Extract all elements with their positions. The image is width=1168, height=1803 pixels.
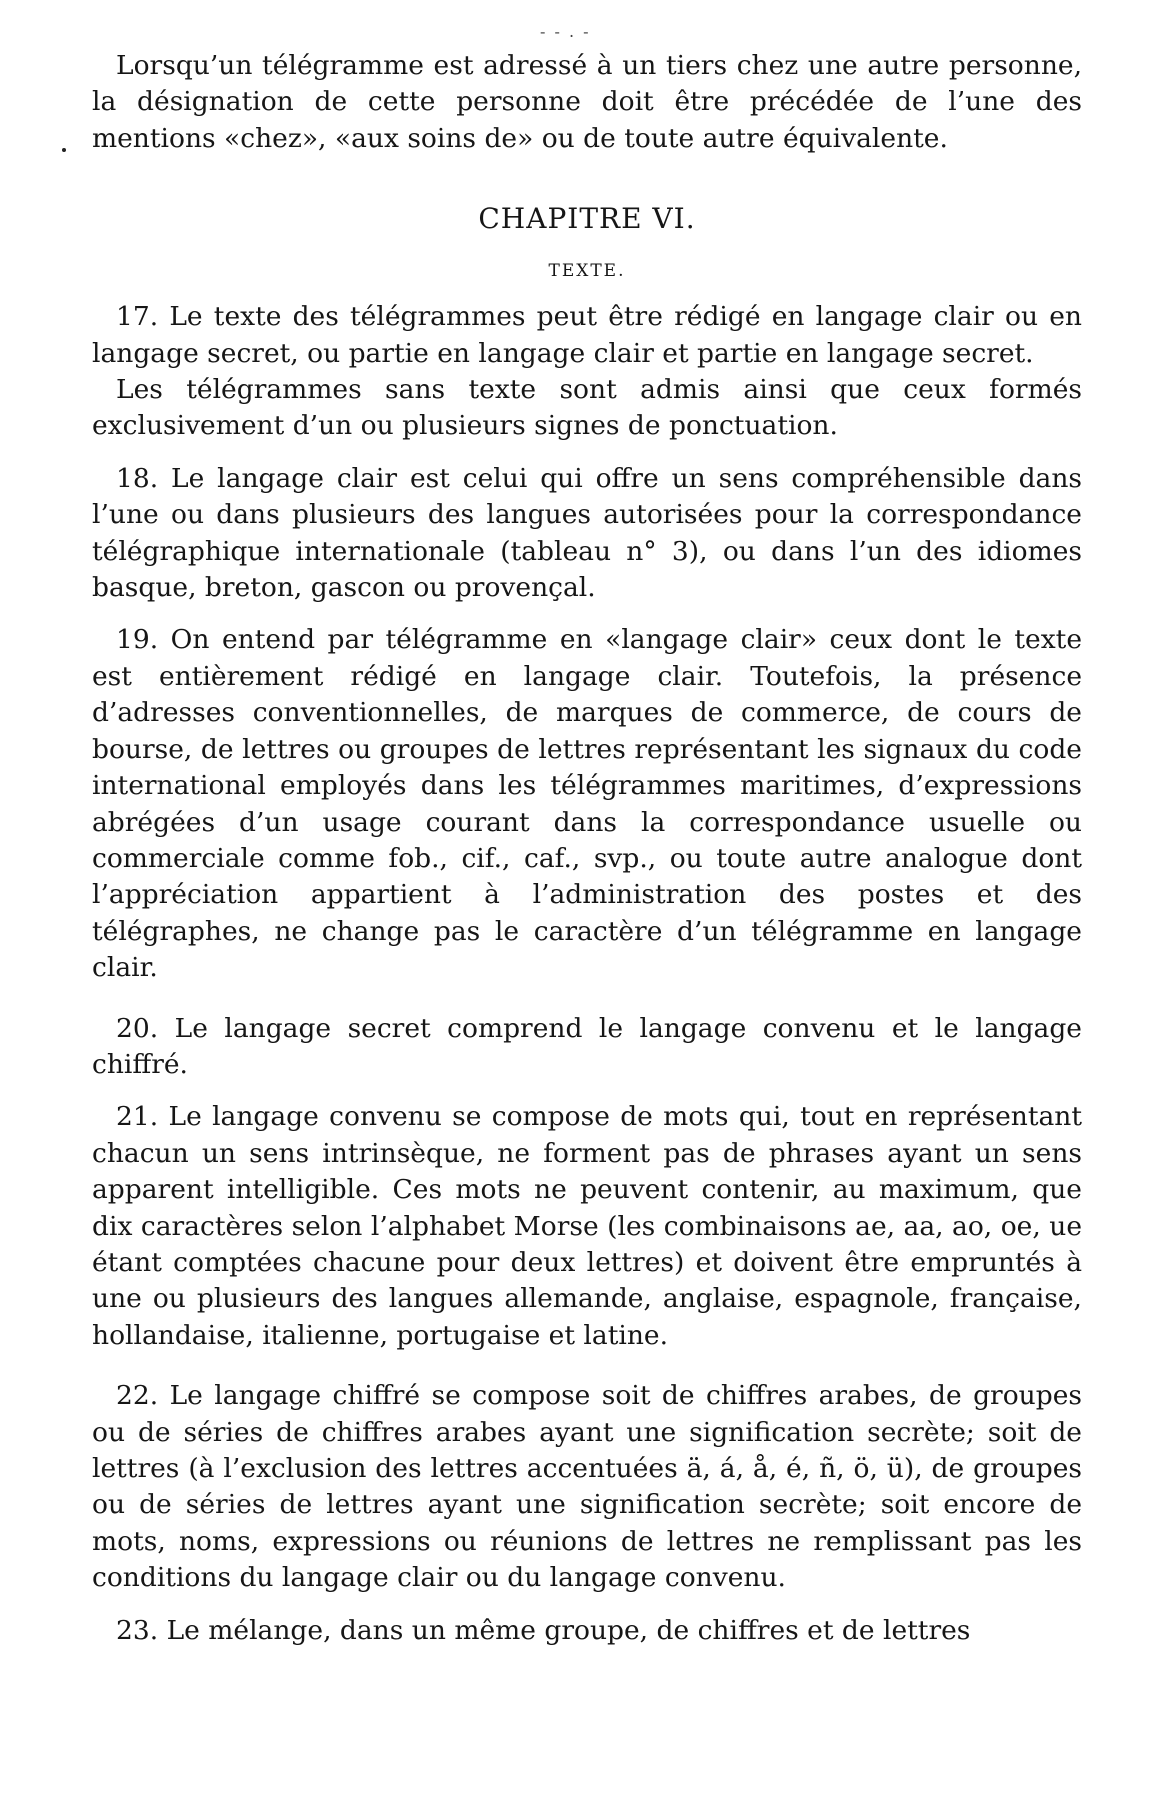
paragraph-17: 17. Le texte des télégrammes peut être rédigé en langage clair ou en langage secret, ou partie en langage clair et partie en langage secret.: [92, 301, 1082, 369]
paragraph-22: 22. Le langage chiffré se compose soit de chiffres arabes, de groupes ou de séries de chiffres arabes ayant une signification secrète; soit de lettres (à l’exclusion des lettres accentuées ä, á, å, é, ñ, ö, ü), de groupes ou de séries de lettres ayant une signification secrète; soit encore de mots, noms, expressions ou réunions de lettres ne remplissant pas les conditions du langage clair ou du langage convenu.: [92, 1380, 1082, 1594]
paragraph-18: 18. Le langage clair est celui qui offre un sens compréhensible dans l’une ou dans plusieurs des langues autorisées pour la correspondance télégraphique internationale (tableau n° 3), ou dans l’un des idiomes basque, breton, gascon ou provençal.: [92, 462, 1082, 604]
page-number-mark: - - . -: [540, 22, 591, 41]
document-page: [92, 48, 1082, 1649]
paragraph-20: 20. Le langage secret comprend le langage convenu et le langage chiffré.: [92, 1012, 1082, 1080]
intro-paragraph: Lorsqu’un télégramme est adressé à un tiers chez une autre personne, la désignation de cette personne doit être précédée de l’une des mentions «chez», «aux soins de» ou de toute autre équivalente.: [92, 50, 1082, 154]
paragraph-19: 19. On entend par télégramme en «langage clair» ceux dont le texte est entièrement rédigé en langage clair. Toutefois, la présence d’adresses conventionnelles, de marques de commerce, de cours de bourse, de lettres ou groupes de lettres représentant les signaux du code international employés dans les télégrammes maritimes, d’expressions abrégées d’un usage courant dans la correspondance usuelle ou commerciale comme fob., cif., caf., svp., ou toute autre analogue dont l’appréciation appartient à l’administration des postes et des télégraphes, ne change pas le caractère d’un télégramme en langage clair.: [92, 624, 1082, 984]
paragraph-17-continued: Les télégrammes sans texte sont admis ainsi que ceux formés exclusivement d’un ou plusieurs signes de ponctuation.: [92, 374, 1082, 442]
section-heading: TEXTE.: [548, 261, 626, 282]
chapter-heading: CHAPITRE VI.: [478, 202, 696, 236]
paragraph-23: 23. Le mélange, dans un même groupe, de chiffres et de lettres: [116, 1614, 971, 1646]
paragraph-21: 21. Le langage convenu se compose de mots qui, tout en représentant chacun un sens intrinsèque, ne forment pas de phrases ayant un sens apparent intelligible. Ces mots ne peuvent contenir, au maximum, que dix caractères selon l’alphabet Morse (les combinaisons ae, aa, ao, oe, ue étant comptées chacune pour deux lettres) et doivent être empruntés à une ou plusieurs des langues allemande, anglaise, espagnole, française, hollandaise, italienne, portugaise et latine.: [92, 1101, 1082, 1351]
margin-dot: [62, 148, 66, 152]
